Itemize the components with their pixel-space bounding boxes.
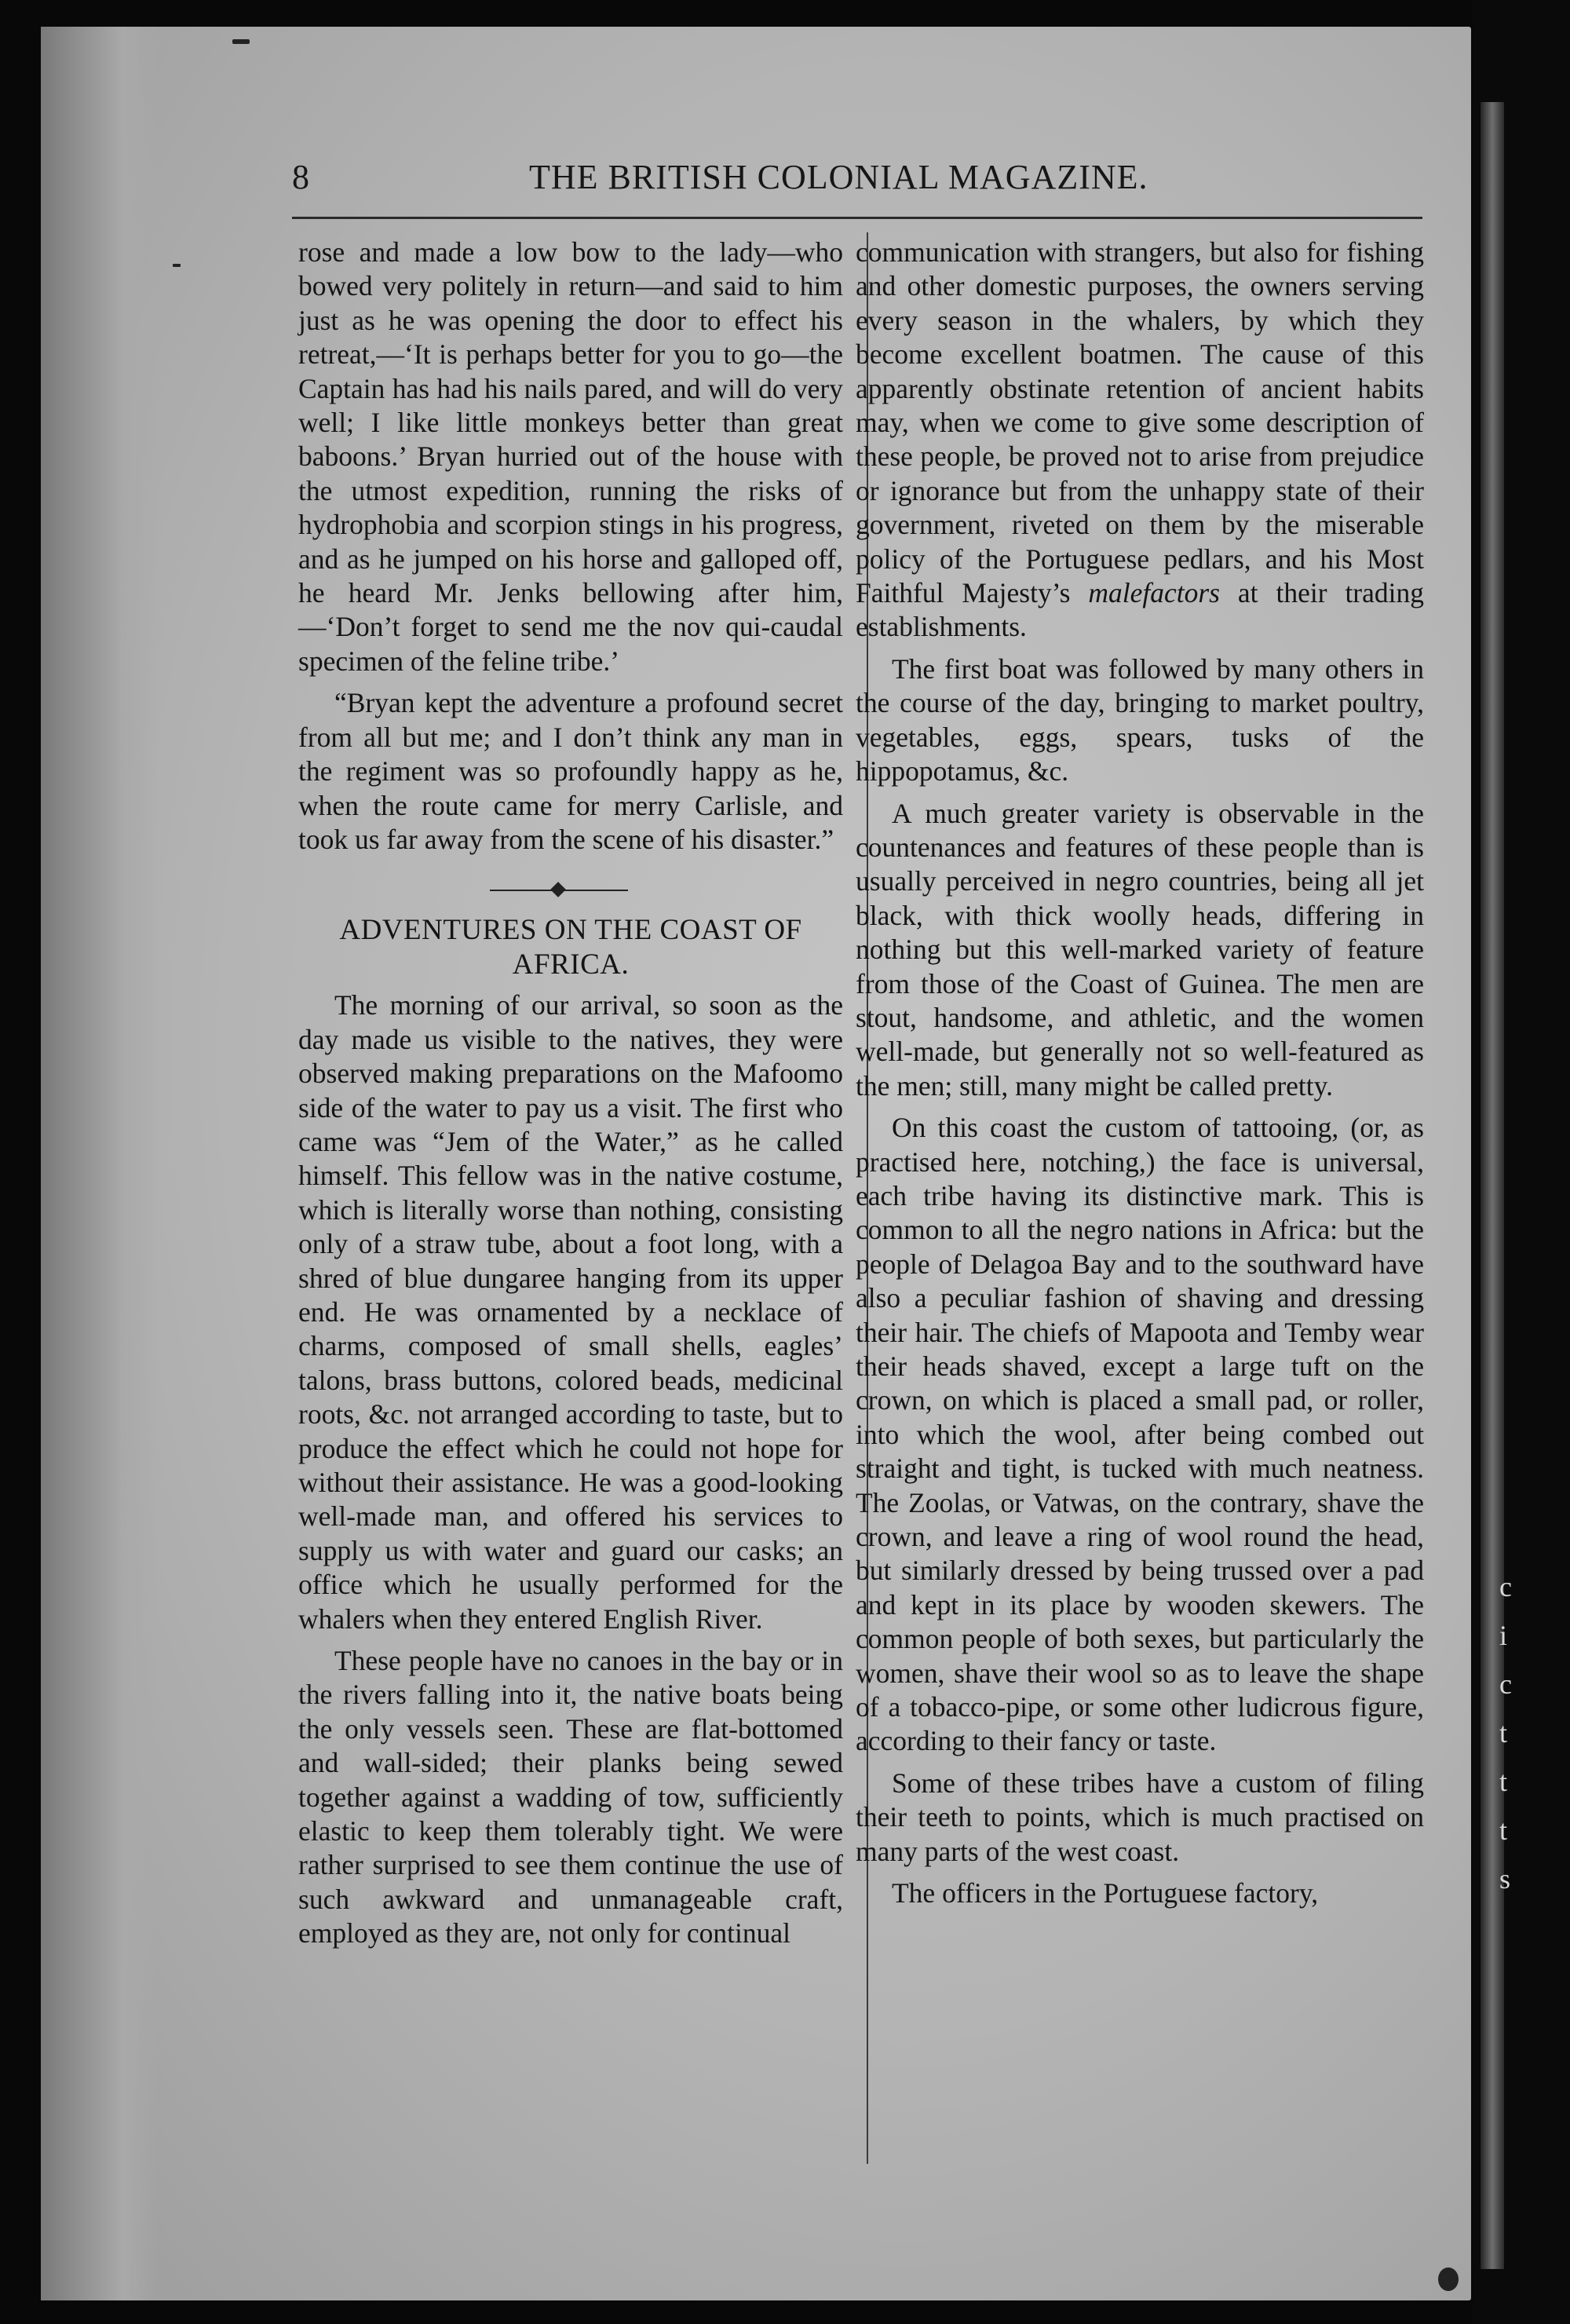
adjacent-page-letters: c i c t t t s bbox=[1499, 1571, 1512, 1895]
section-ornament bbox=[298, 879, 843, 902]
header-rule bbox=[292, 217, 1422, 219]
right-paragraph-1 bbox=[856, 236, 1424, 645]
ink-speck bbox=[232, 39, 250, 44]
left-paragraph-1: rose and made a low bow to the lady—who bowed very politely in return—and said to him just as he was opening the door to effect his retreat,—‘It is perhaps better for you to go—the Captain has had his nails pared, and will do very well; I like little monkeys better than great baboons.’ Bryan hurried out of the house with the utmost expedition, running the risks of hydrophobia and scorpion stings in his progress, and as he jumped on his horse and galloped off, he heard Mr. Jenks bellowing after him,—‘Don’t forget to send me the nov qui-caudal specimen of the feline tribe.’ bbox=[298, 236, 843, 677]
right-paragraph-2: The first boat was followed by many others in the course of the day, bringing to market poultry, vegetables, eggs, spears, tusks of the hippopotamus, &c. bbox=[856, 652, 1424, 787]
italic-word: malefactors bbox=[1088, 577, 1220, 609]
right-paragraph-3: A much greater variety is observable in the countenances and features of these people than is usually perceived in negro countries, being all jet black, with thick woolly heads, differing in nothing but this well-marked variety of feature from those of the Coast of Guinea. The men are stout, handsome, and athletic, and the women well-made, but generally not so well-featured as the men; still, many might be called pretty. bbox=[856, 797, 1424, 1102]
left-column bbox=[298, 236, 843, 1951]
right-paragraph-1-end: at their trading establishments. bbox=[856, 577, 1425, 643]
adjacent-page-edge bbox=[1473, 0, 1570, 2324]
left-paragraph-4: These people have no canoes in the bay or in the rivers falling into it, the native boats being the only vessels seen. These are flat-bottomed and wall-sided; their planks being sewed together against a wadding of tow, sufficiently elastic to keep them tolerably tight. We were rather surprised to see them continue the use of such awkward and unmanageable craft, employed as they are, not only for continual bbox=[298, 1645, 843, 1949]
ink-speck bbox=[1438, 2267, 1459, 2291]
ink-speck bbox=[173, 264, 181, 267]
running-title: THE BRITISH COLONIAL MAGAZINE. bbox=[529, 158, 1148, 196]
page-number: 8 bbox=[292, 158, 309, 196]
right-paragraph-5: Some of these tribes have a custom of filing their teeth to points, which is much practised on many parts of the west coast. bbox=[856, 1767, 1424, 1867]
right-column bbox=[856, 236, 1424, 1911]
right-paragraph-6: The officers in the Portuguese factory, bbox=[892, 1877, 1319, 1909]
left-paragraph-3: The morning of our arrival, so soon as the day made us visible to the natives, they were observed making preparations on the Mafoomo side of the water to pay us a visit. The first who came was “Jem of the Water,” as he called himself. This fellow was in the native costume, which is literally worse than nothing, consisting only of a straw tube, about a foot long, with a shred of blue dungaree hanging from its upper end. He was ornamented by a necklace of charms, composed of small shells, eagles’ talons, brass buttons, colored beads, medicinal roots, &c. not arranged according to taste, but to produce the effect which he could not hope for without their assistance. He was a good-looking well-made man, and offered his services to supply us with water and guard our casks; an office which he usually performed for the whalers when they entered English River. bbox=[298, 989, 843, 1635]
adjacent-page-sliver bbox=[1481, 102, 1504, 2269]
right-paragraph-1-text: communication with strangers, but also for fishing and other domestic purposes, the owners serving every season in the whalers, by which they become excellent boatmen. The cause of this apparently obstinate retention of ancient habits may, when we come to give some description of these people, be proved not to arise from prejudice or ignorance but from the unhappy state of their government, riveted on them by the miserable policy of the Portuguese pedlars, and his Most Faithful Majesty’s bbox=[856, 236, 1424, 609]
page-header bbox=[292, 157, 1422, 207]
article-heading: ADVENTURES ON THE COAST OF AFRICA. bbox=[339, 914, 802, 981]
left-paragraph-2: “Bryan kept the adventure a profound secret from all but me; and I don’t think any man in the regiment was so profoundly happy as he, when the route came for merry Carlisle, and took us far away from the scene of his disaster.” bbox=[298, 687, 843, 855]
ornament-diamond bbox=[550, 882, 566, 897]
right-paragraph-4: On this coast the custom of tattooing, (or, as practised here, notching,) the face is universal, each tribe having its distinctive mark. This is common to all the negro nations in Africa: but the people of Delagoa Bay and to the southward have also a peculiar fashion of shaving and dressing their hair. The chiefs of Mapoota and Temby wear their heads shaved, except a large tuft on the crown, on which is placed a small pad, or roller, into which the wool, after being combed out straight and tight, is tucked with much neatness. The Zoolas, or Vatwas, on the contrary, shave the crown, and leave a ring of wool round the head, but similarly dressed by being trussed over a pad and kept in its place by wooden skewers. The common people of both sexes, but particularly the women, shave their wool so as to leave the shape of a tobacco-pipe, or some other ludicrous figure, according to their fancy or taste. bbox=[856, 1112, 1424, 1757]
spine-shadow bbox=[41, 27, 159, 2300]
